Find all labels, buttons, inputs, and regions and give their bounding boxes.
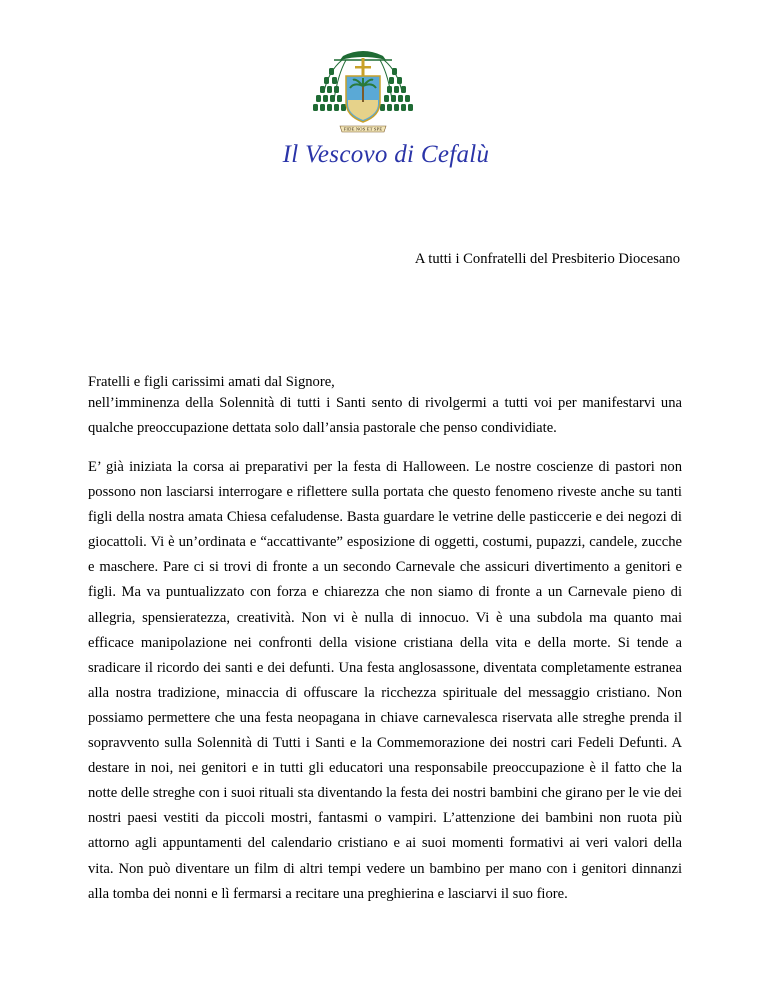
coat-of-arms-icon xyxy=(298,42,428,142)
paragraph-2: E’ già iniziata la corsa ai preparativi per la festa di Halloween. Le nostre coscienze di pastori non possono non lasciarsi interrogare e riflettere sulla portata che questo fenomeno riveste anche su tanti figli della nostra amata Chiesa cefaludense. Basta guardare le vetrine delle pasticcerie e dei negozi di giocattoli. Vi è un’ordinata e “accattivante” esposizione di oggetti, costumi, pupazzi, candele, zucche e maschere. Pare ci si trovi di fronte a un secondo Carnevale che assicuri divertimento a genitori e figli. Ma va puntualizzato con forza e chiarezza che non siamo di fronte a un Carnevale pieno di allegria, spensieratezza, creatività. Non vi è nulla di innocuo. Vi è una subdola ma quanto mai efficace manipolazione nei confronti della visione cristiana della vita e della morte. Si tende a sradicare il ricordo dei santi e dei defunti. Una festa anglosassone, diventata completamente estranea alla nostra tradizione, minaccia di offuscare la ricchezza spirituale del messaggio cristiano. Non possiamo permettere che una festa neopagana in chiave carnevalesca riservata alle streghe prenda il sopravvento sulla Solennità di Tutti i Santi e la Commemorazione dei nostri cari Fedeli Defunti. A destare in noi, nei genitori e in tutti gli educatori una responsabile preoccupazione è il fatto che la notte delle streghe con i suoi rituali sta diventando la festa dei nostri bambini che girano per le vie dei nostri paesi vestiti da piccoli mostri, fantasmi o vampiri. L’attenzione dei bambini non ruota più attorno agli appuntamenti del calendario cristiano e ai suoi momenti formativi ai veri valori della vita. Non può diventare un film di altri tempi vedere un bambino per mano con i genitori dinnanzi alla tomba dei nonni e lì fermarsi a recitare una preghierina e lasciarvi il suo fiore. xyxy=(88,459,682,902)
crest-motto: FIDE NOS ET SPE xyxy=(343,126,383,132)
bishop-title: Il Vescovo di Cefalù xyxy=(282,141,490,168)
salutation: Fratelli e figli carissimi amati dal Signore, xyxy=(88,374,335,390)
recipient-line: A tutti i Confratelli del Presbiterio Diocesano xyxy=(414,251,680,267)
paragraph-1: nell’imminenza della Solennità di tutti i Santi sento di rivolgermi a tutti voi per manifestarvi una qualche preoccupazione dettata solo dall’ansia pastorale che penso condividiate. xyxy=(88,395,682,437)
